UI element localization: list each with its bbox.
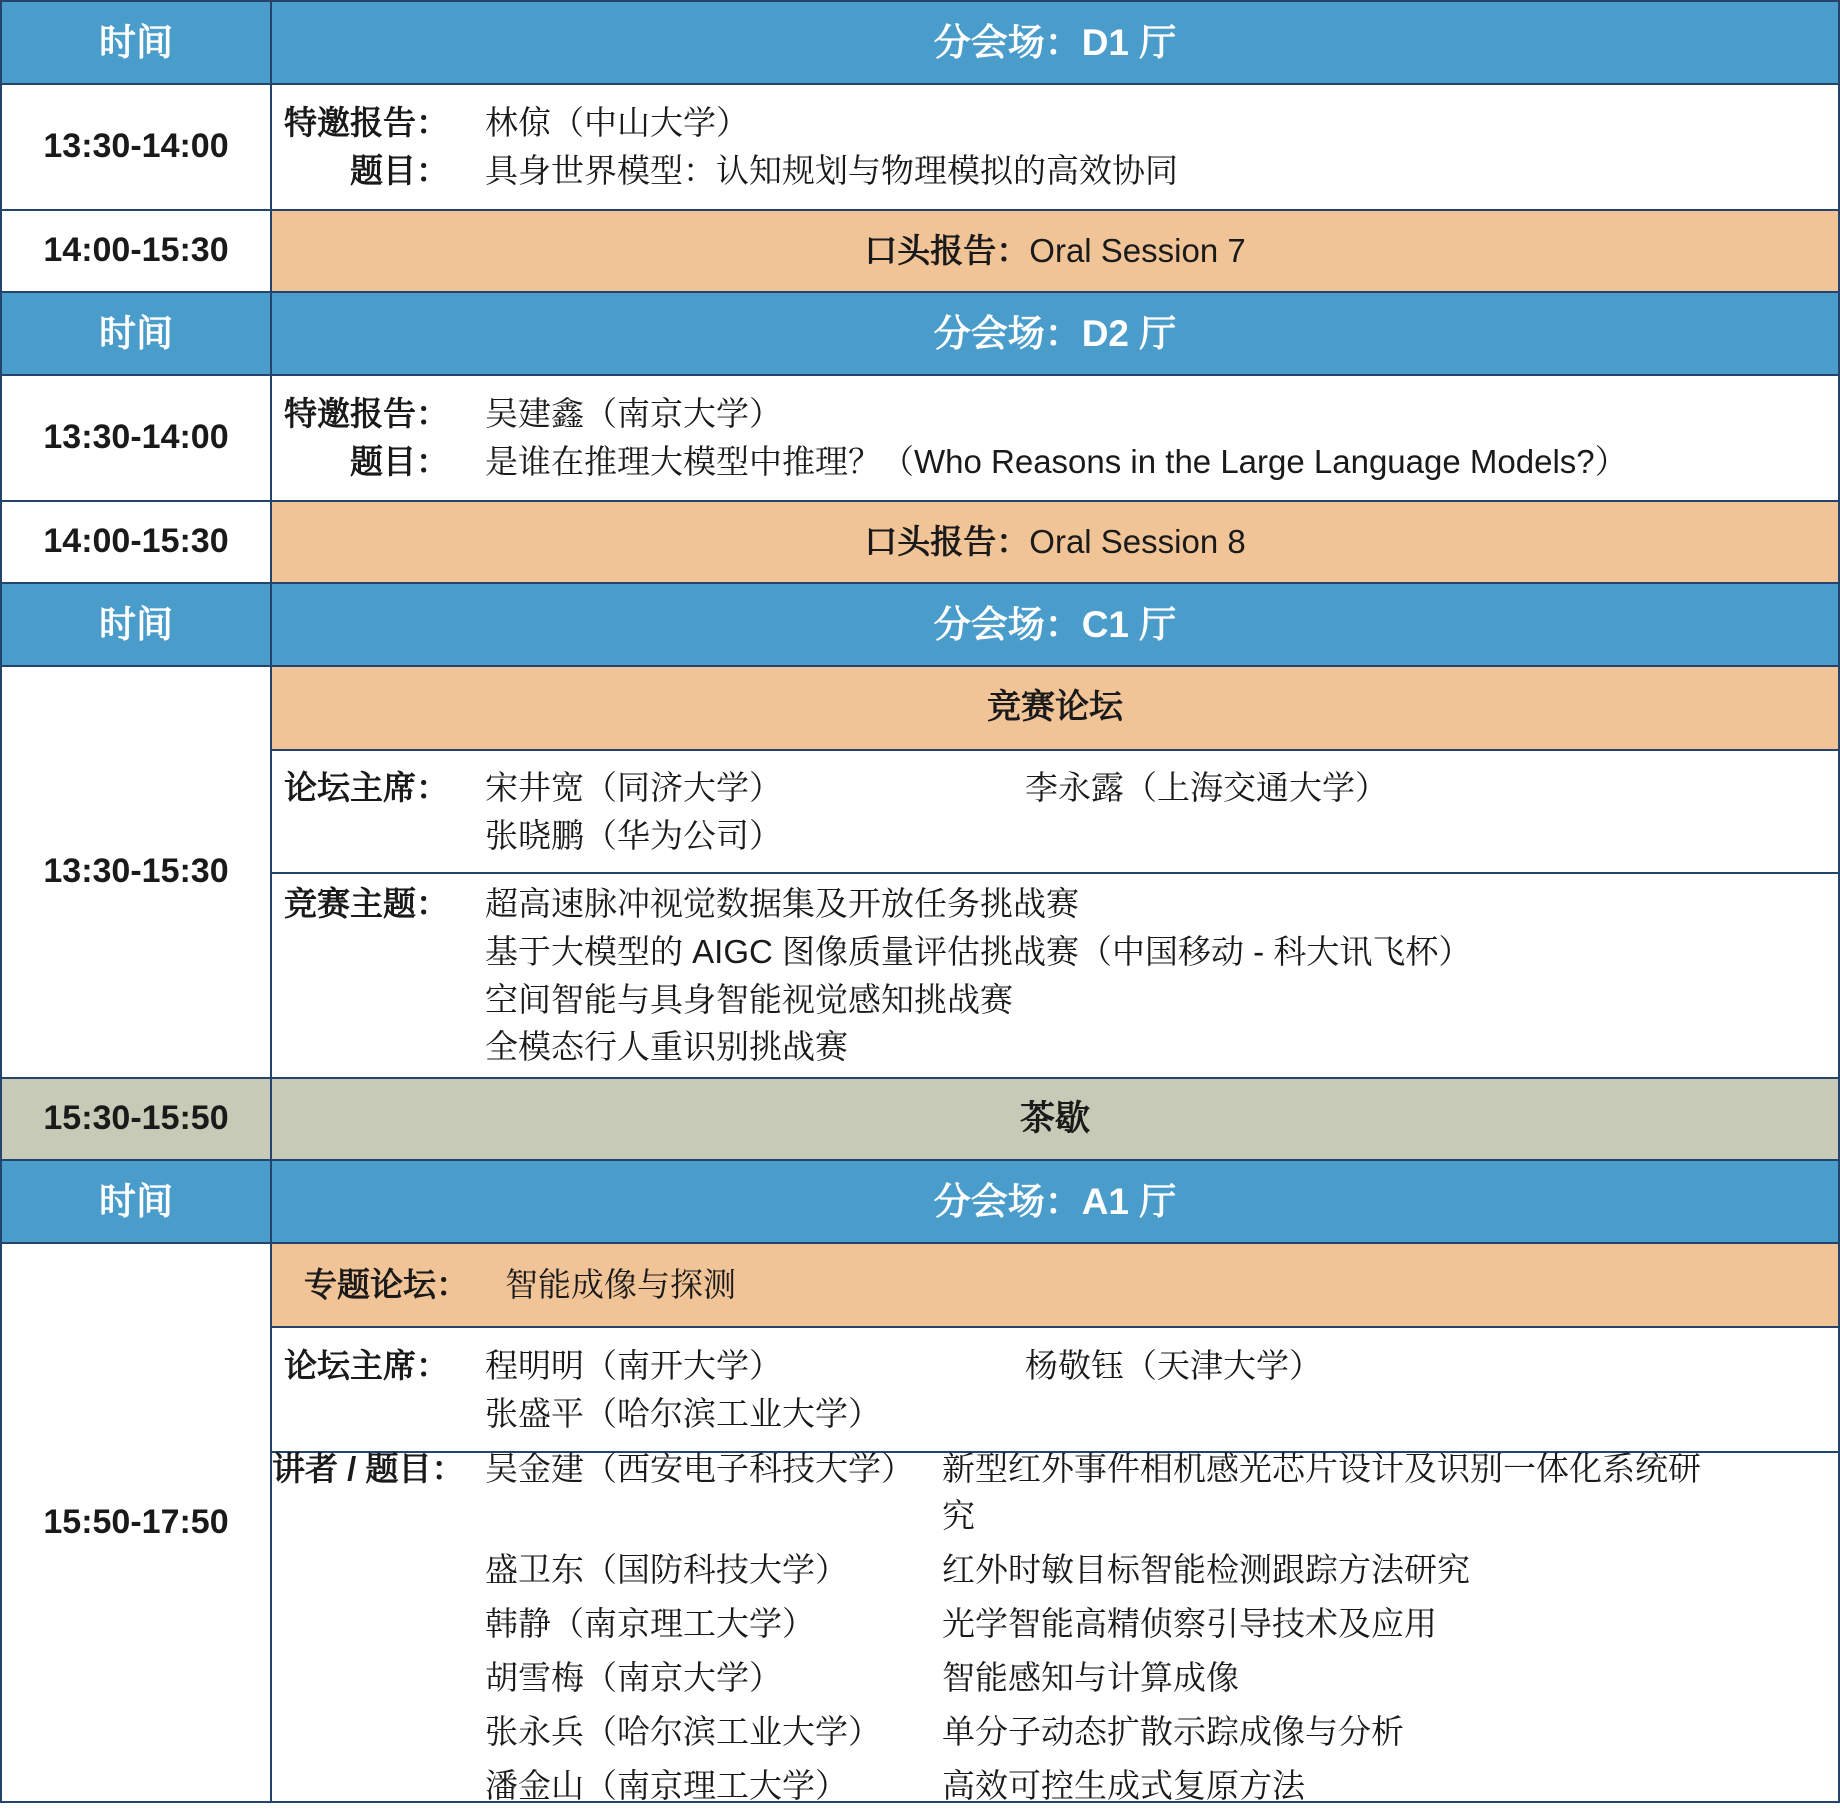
c1-chair-1: 宋井宽（同济大学） [485, 768, 782, 806]
venue-header-c1 [2, 582, 1838, 665]
oral-label: 口头报告： [864, 232, 1030, 270]
title-label: 题目： [350, 443, 449, 480]
a1-chair-1: 程明明（南开大学） [485, 1346, 782, 1384]
a1-talk-3 [272, 1600, 1838, 1648]
talk-topic: 高效可控生成式复原方法 [942, 1766, 1305, 1804]
a1-chair-3: 张盛平（哈尔滨工业大学） [485, 1394, 881, 1432]
c1-topic-3: 空间智能与具身智能视觉感知挑战赛 [485, 980, 1013, 1018]
a1-forum-topic: 智能成像与探测 [505, 1266, 736, 1304]
time-column-header: 时间 [2, 2, 272, 83]
invited-talk-label: 特邀报告： [284, 104, 449, 142]
special-forum-label: 专题论坛： [304, 1266, 469, 1304]
venue-d2-title: 分会场：D2 厅 [933, 312, 1177, 354]
d2-invited-speaker: 吴建鑫（南京大学） [485, 395, 782, 433]
title-label: 题目： [350, 152, 449, 189]
tea-break-row [2, 1077, 1838, 1159]
c1-chair-3: 张晓鹏（华为公司） [485, 816, 782, 854]
venue-header-a1 [2, 1159, 1838, 1242]
talk-topic: 光学智能高精侦察引导技术及应用 [942, 1605, 1437, 1643]
d1-oral-time: 14:00-15:30 [2, 211, 272, 291]
c1-time: 13:30-15:30 [2, 667, 272, 1077]
d2-oral-row [2, 500, 1838, 582]
tea-break-time: 15:30-15:50 [2, 1079, 272, 1159]
a1-speaker-list [272, 1449, 1838, 1804]
d1-oral-row [2, 209, 1838, 291]
c1-topic-2: 基于大模型的 AIGC 图像质量评估挑战赛（中国移动 - 科大讯飞杯） [485, 932, 1472, 970]
d2-invited-title: 是谁在推理大模型中推理？（Who Reasons in the Large Language Models?） [485, 443, 1628, 480]
tea-break-label: 茶歇 [1019, 1098, 1090, 1138]
d1-oral-session: Oral Session 7 [1029, 232, 1246, 270]
a1-talk-4 [272, 1654, 1838, 1702]
c1-forum-title: 竞赛论坛 [272, 667, 1838, 749]
speaker-name: 盛卫东（国防科技大学） [485, 1551, 848, 1589]
oral-label: 口头报告： [864, 523, 1030, 561]
talk-topic: 新型红外事件相机感光芯片设计及识别一体化系统研究 [942, 1449, 1701, 1535]
time-column-header: 时间 [2, 293, 272, 374]
a1-talk-1 [272, 1445, 1838, 1541]
speaker-title-label: 讲者 / 题目： [272, 1449, 465, 1487]
d1-invited-title: 具身世界模型：认知规划与物理模拟的高效协同 [485, 152, 1178, 189]
a1-talk-2 [272, 1546, 1838, 1594]
d2-invited-time: 13:30-14:00 [2, 376, 272, 500]
d1-invited-time: 13:30-14:00 [2, 85, 272, 209]
forum-chair-label: 论坛主席： [284, 1346, 449, 1384]
speaker-name: 胡雪梅（南京大学） [485, 1658, 782, 1696]
d1-invited-speaker: 林倞（中山大学） [485, 104, 749, 142]
a1-time: 15:50-17:50 [2, 1244, 272, 1801]
c1-chairs [272, 749, 1838, 872]
c1-competition-topics [272, 872, 1838, 1077]
a1-chair-2: 杨敬钰（天津大学） [1025, 1346, 1322, 1384]
speaker-name: 韩静（南京理工大学） [485, 1605, 815, 1643]
c1-body-row [2, 665, 1838, 1077]
d1-invited-row [2, 83, 1838, 209]
c1-chair-2: 李永露（上海交通大学） [1025, 768, 1388, 806]
d2-invited-row [2, 374, 1838, 500]
a1-chairs [272, 1326, 1838, 1451]
talk-topic: 单分子动态扩散示踪成像与分析 [942, 1712, 1404, 1750]
venue-d1-title: 分会场：D1 厅 [933, 21, 1177, 63]
a1-talk-6 [272, 1762, 1838, 1809]
venue-header-d1 [2, 0, 1838, 83]
venue-header-d2 [2, 291, 1838, 374]
d2-oral-session: Oral Session 8 [1029, 523, 1246, 561]
a1-talk-5 [272, 1708, 1838, 1756]
venue-a1-title: 分会场：A1 厅 [933, 1180, 1177, 1222]
venue-c1-title: 分会场：C1 厅 [933, 603, 1177, 645]
c1-topic-4: 全模态行人重识别挑战赛 [485, 1028, 848, 1066]
invited-talk-label: 特邀报告： [284, 395, 449, 433]
talk-topic: 智能感知与计算成像 [942, 1658, 1239, 1696]
speaker-name: 张永兵（哈尔滨工业大学） [485, 1712, 881, 1750]
time-column-header: 时间 [2, 1161, 272, 1242]
time-column-header: 时间 [2, 584, 272, 665]
a1-body-row [2, 1242, 1838, 1804]
speaker-name: 潘金山（南京理工大学） [485, 1766, 848, 1804]
forum-chair-label: 论坛主席： [284, 768, 449, 806]
a1-special-forum [272, 1244, 1838, 1326]
competition-topic-label: 竞赛主题： [284, 884, 449, 922]
d2-oral-time: 14:00-15:30 [2, 502, 272, 582]
speaker-name: 吴金建（西安电子科技大学） [485, 1449, 914, 1487]
talk-topic: 红外时敏目标智能检测跟踪方法研究 [942, 1551, 1470, 1589]
c1-topic-1: 超高速脉冲视觉数据集及开放任务挑战赛 [485, 884, 1079, 922]
